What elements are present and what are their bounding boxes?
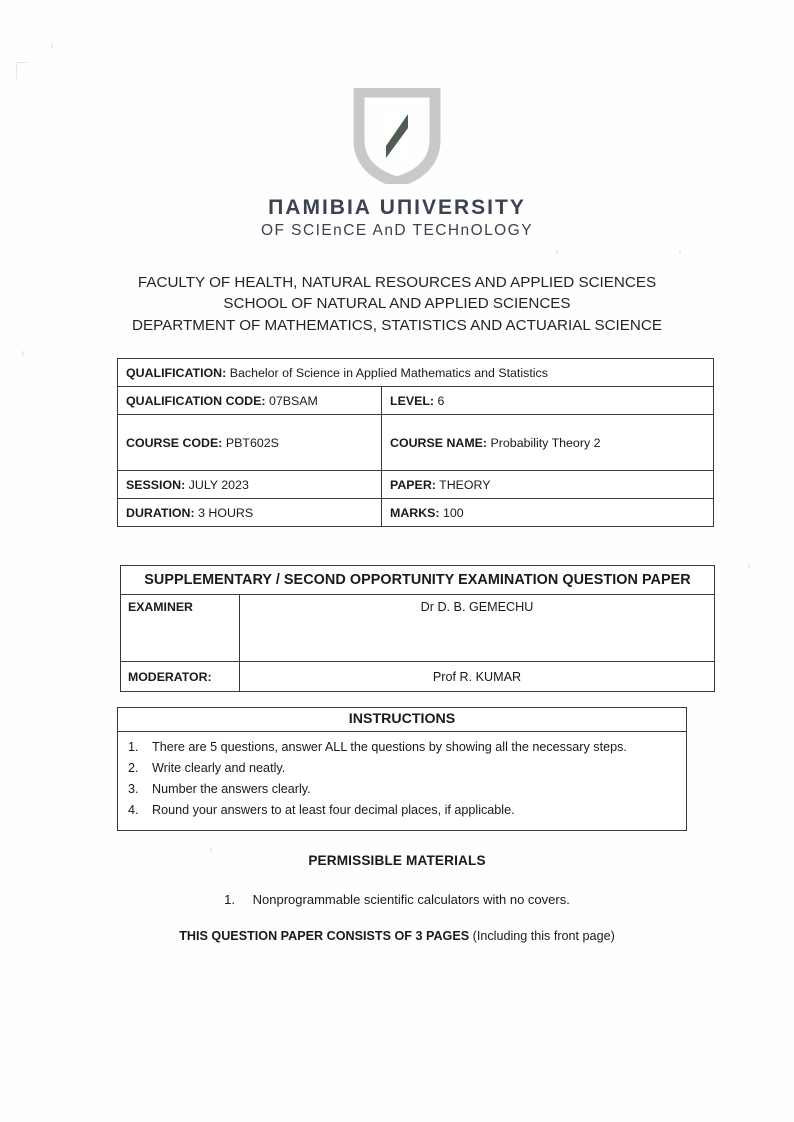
instruction-number: 3. (128, 782, 139, 796)
permissible-item-text: Nonprogrammable scientific calculators with no covers. (252, 892, 570, 907)
duration-value: 3 HOURS (198, 505, 254, 520)
qualification-table (117, 358, 714, 527)
faculty-heading (0, 272, 794, 336)
qualification-cell (118, 359, 714, 387)
footer-regular-text: (Including this front page) (469, 929, 615, 943)
table-row-examiner (121, 595, 715, 662)
qualification-label: QUALIFICATION: (126, 365, 227, 380)
instruction-text: Round your answers to at least four decimal places, if applicable. (152, 803, 515, 817)
list-item (128, 737, 676, 758)
duration-cell (118, 499, 382, 527)
list-item (128, 800, 676, 821)
instruction-text: Write clearly and neatly. (152, 761, 286, 775)
university-name-line2: OF SCIEnCE AnD TECHnOLOGY (261, 221, 533, 239)
qualification-code-cell (118, 387, 382, 415)
university-name-line1: ΠΑΜΙΒΙΑ UΠIVERSITY (268, 196, 526, 219)
table-row-moderator (121, 662, 715, 692)
table-row-duration (118, 499, 714, 527)
level-cell (382, 387, 714, 415)
page-count-footer (0, 929, 794, 943)
examiner-label: EXAMINER (121, 595, 240, 662)
course-code-value: PBT602S (225, 435, 279, 450)
course-code-cell (118, 415, 382, 471)
scan-artifact-speck (51, 43, 53, 48)
moderator-value: Prof R. KUMAR (240, 662, 715, 692)
faculty-line-2: SCHOOL OF NATURAL AND APPLIED SCIENCES (223, 295, 571, 313)
examiner-value: Dr D. B. GEMECHU (240, 595, 715, 662)
instructions-list (118, 732, 686, 830)
scan-artifact-speck (210, 847, 212, 852)
marks-value: 100 (443, 505, 464, 520)
instructions-box (117, 707, 687, 831)
faculty-line-3: DEPARTMENT OF MATHEMATICS, STATISTICS AND ACTUARIAL SCIENCE (132, 316, 662, 334)
moderator-label: MODERATOR: (121, 662, 240, 692)
instruction-text: There are 5 questions, answer ALL the questions by showing all the necessary steps. (152, 740, 627, 754)
permissible-materials-item (0, 892, 794, 907)
scan-artifact-speck (22, 351, 24, 356)
course-name-cell (382, 415, 714, 471)
table-row-exam-title (121, 566, 715, 595)
level-value: 6 (437, 393, 445, 408)
qualification-code-label: QUALIFICATION CODE: (126, 393, 266, 408)
course-code-label: COURSE CODE: (126, 435, 223, 450)
instruction-number: 1. (128, 740, 139, 754)
permissible-materials-title: PERMISSIBLE MATERIALS (308, 853, 486, 868)
course-name-value: Probability Theory 2 (490, 435, 601, 450)
scan-artifact-speck (556, 249, 558, 254)
course-name-label: COURSE NAME: (390, 435, 488, 450)
table-row-session (118, 471, 714, 499)
list-item (128, 758, 676, 779)
qualification-code-value: 07BSAM (268, 393, 318, 408)
examiner-table (120, 565, 715, 692)
instruction-text: Number the answers clearly. (152, 782, 311, 796)
list-item (128, 779, 676, 800)
table-row-course (118, 415, 714, 471)
session-label: SESSION: (126, 477, 186, 492)
level-label: LEVEL: (390, 393, 435, 408)
scan-artifact-speck (748, 563, 750, 568)
paper-cell (382, 471, 714, 499)
marks-cell (382, 499, 714, 527)
nust-shield-logo-icon (353, 88, 441, 184)
scan-artifact-speck (679, 249, 681, 254)
marks-label: MARKS: (390, 505, 440, 520)
paper-value: THEORY (439, 477, 491, 492)
instruction-number: 2. (128, 761, 139, 775)
instruction-number: 4. (128, 803, 139, 817)
session-cell (118, 471, 382, 499)
duration-label: DURATION: (126, 505, 195, 520)
table-row-qualification (118, 359, 714, 387)
faculty-line-1: FACULTY OF HEALTH, NATURAL RESOURCES AND APPLIED SCIENCES (137, 274, 657, 291)
footer-bold-text: THIS QUESTION PAPER CONSISTS OF 3 PAGES (179, 929, 470, 943)
instructions-title: INSTRUCTIONS (118, 708, 686, 732)
session-value: JULY 2023 (188, 477, 249, 492)
permissible-item-number: 1. (224, 892, 236, 907)
table-row-qualification-code (118, 387, 714, 415)
scan-artifact-corner-mark (16, 62, 28, 79)
paper-label: PAPER: (390, 477, 436, 492)
institution-header (0, 88, 794, 240)
examination-title: SUPPLEMENTARY / SECOND OPPORTUNITY EXAMINATION QUESTION PAPER (121, 566, 715, 595)
qualification-value: Bachelor of Science in Applied Mathematics and Statistics (229, 365, 548, 380)
